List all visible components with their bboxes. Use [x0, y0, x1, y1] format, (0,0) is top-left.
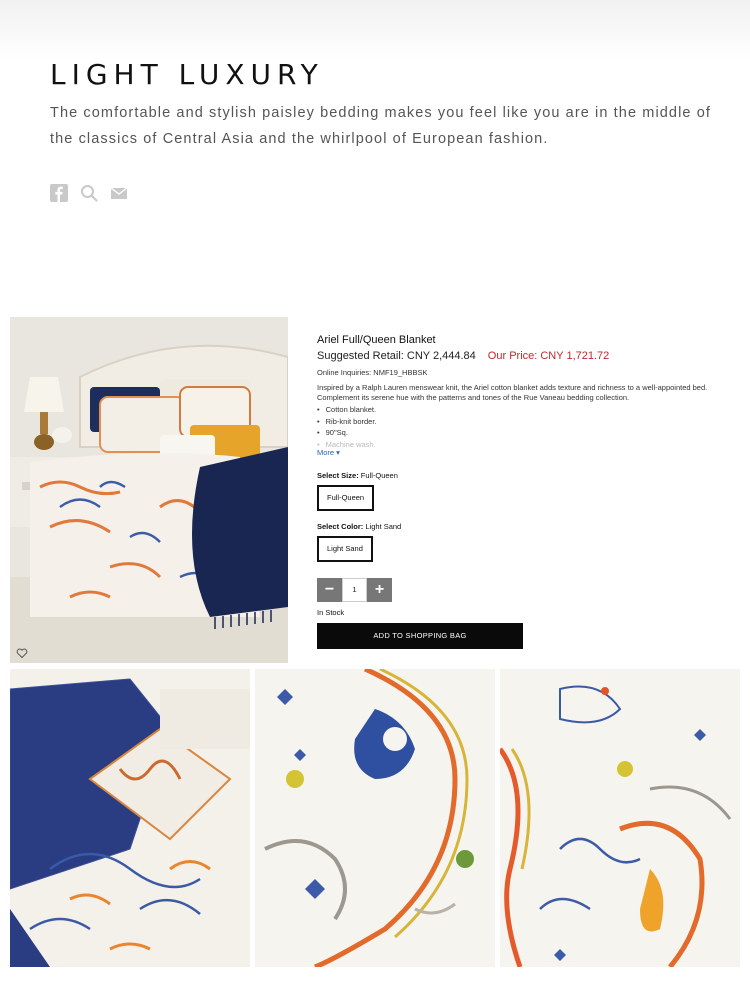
color-value: Light Sand	[365, 521, 402, 531]
product-description: Inspired by a Ralph Lauren menswear knit, the Ariel cotton blanket adds texture and richness to a well-appointed bed. Complement its serene hue with the patterns and tones of the Rue Vaneau bedding collection.	[317, 383, 708, 402]
size-label: Select Size:	[317, 470, 359, 480]
search-icon[interactable]	[80, 184, 98, 202]
suggested-price: Suggested Retail: CNY 2,444.84	[317, 350, 476, 362]
detail-image-1[interactable]	[10, 669, 250, 967]
feature-list	[317, 404, 727, 447]
qty-input[interactable]: 1	[342, 578, 367, 602]
product-image[interactable]	[10, 317, 288, 663]
facebook-icon[interactable]	[50, 184, 68, 202]
sku: Online Inquiries: NMF19_HBBSK	[317, 368, 428, 377]
color-label: Select Color:	[317, 521, 364, 531]
our-price: Our Price: CNY 1,721.72	[487, 350, 610, 362]
stock-status: In Stock	[317, 607, 345, 617]
size-value: Full-Queen	[360, 470, 398, 480]
top-fade	[0, 0, 750, 60]
qty-plus-button[interactable]: +	[367, 578, 392, 602]
page-title: LIGHT LUXURY	[50, 58, 324, 91]
qty-minus-button[interactable]: −	[317, 578, 342, 602]
color-label-row	[317, 522, 727, 531]
list-item: • Machine wash.	[317, 439, 727, 447]
size-label-row	[317, 471, 727, 480]
share-bar	[50, 184, 128, 202]
wishlist-heart-icon[interactable]	[16, 647, 28, 659]
hero-description: The comfortable and stylish paisley bedding makes you feel like you are in the middle of the classics of Central Asia and the whirlpool of European fashion.	[50, 105, 711, 147]
add-to-bag-button[interactable]: ADD TO SHOPPING BAG	[317, 623, 523, 649]
product-name: Ariel Full/Queen Blanket	[317, 334, 436, 346]
quantity-stepper	[317, 578, 727, 602]
detail-image-2[interactable]	[255, 669, 495, 967]
size-option-button[interactable]: Full-Queen	[317, 485, 374, 511]
more-link[interactable]: More ▾	[317, 447, 340, 457]
list-item: • Rib-knit border.	[317, 416, 727, 428]
price-row	[317, 350, 727, 362]
list-item: • Cotton blanket.	[317, 404, 727, 416]
list-item: • 90"Sq.	[317, 427, 727, 439]
detail-image-3[interactable]	[500, 669, 740, 967]
product-info	[317, 334, 727, 649]
mail-icon[interactable]	[110, 184, 128, 202]
color-option-button[interactable]: Light Sand	[317, 536, 373, 562]
